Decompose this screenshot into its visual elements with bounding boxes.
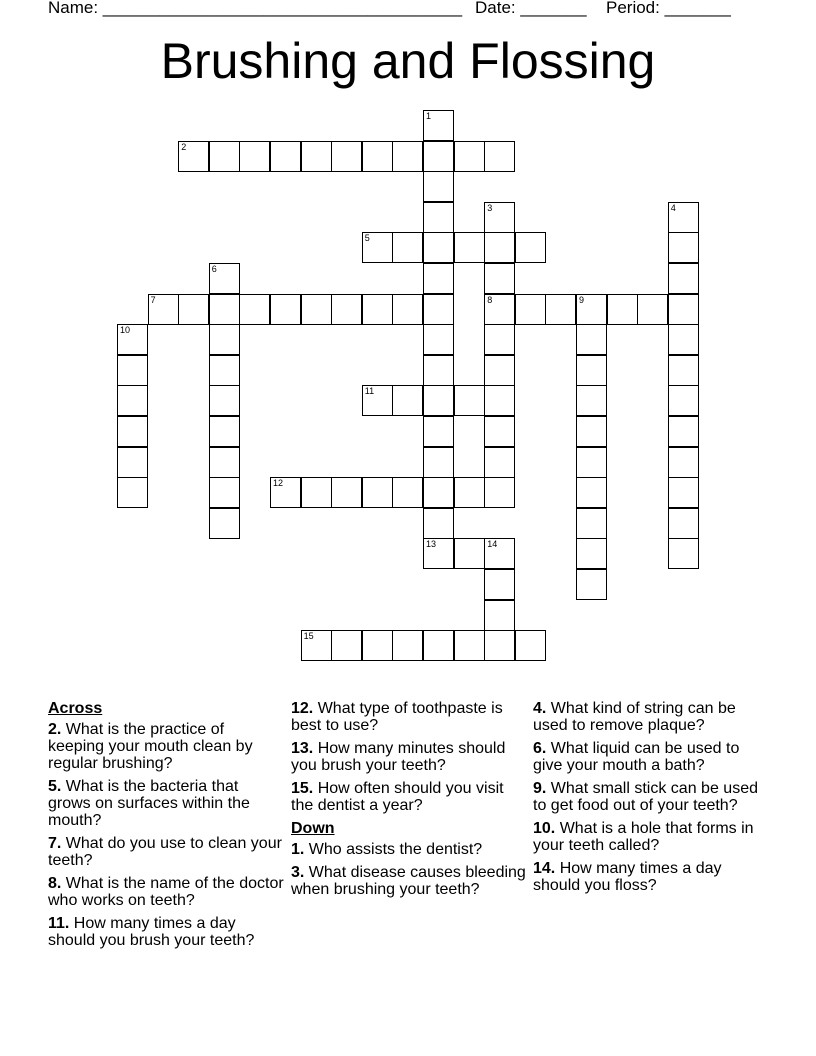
clue-number-label: 3 <box>487 202 493 213</box>
grid-cell[interactable] <box>301 630 332 661</box>
grid-cell[interactable] <box>178 141 209 172</box>
clue-number-label: 13 <box>426 539 437 550</box>
grid-cell[interactable] <box>454 538 485 569</box>
grid-cell[interactable] <box>209 294 240 325</box>
date-field-label: Date: _______ <box>475 0 587 17</box>
clue-number: 1. <box>291 841 305 858</box>
grid-cell[interactable] <box>515 232 546 263</box>
grid-cell[interactable] <box>576 508 607 539</box>
clues-column-2 <box>291 700 527 904</box>
grid-cell[interactable] <box>423 538 454 569</box>
clue-number-label: 7 <box>150 294 156 305</box>
grid-cell[interactable] <box>362 385 393 416</box>
grid-cell[interactable] <box>362 630 393 661</box>
grid-cell[interactable] <box>239 141 270 172</box>
across-clue-list-continued <box>291 700 527 814</box>
clue-number-label: 9 <box>579 294 585 305</box>
clues-column-3 <box>533 700 769 900</box>
grid-cell[interactable] <box>668 477 699 508</box>
grid-cell[interactable] <box>423 294 454 325</box>
grid-cell[interactable] <box>668 324 699 355</box>
grid-cell[interactable] <box>239 294 270 325</box>
grid-cell[interactable] <box>423 477 454 508</box>
grid-cell[interactable] <box>423 355 454 386</box>
clue-text: What is the name of the doctor who works on teeth? <box>48 875 284 909</box>
grid-cell[interactable] <box>668 447 699 478</box>
grid-cell[interactable] <box>301 294 332 325</box>
grid-cell[interactable] <box>668 508 699 539</box>
grid-cell[interactable] <box>392 630 423 661</box>
grid-cell[interactable] <box>484 202 515 233</box>
clue-item <box>48 721 284 772</box>
grid-cell[interactable] <box>484 141 515 172</box>
clue-text: What liquid can be used to give your mouth a bath? <box>533 740 740 774</box>
grid-cell[interactable] <box>209 416 240 447</box>
across-heading: Across <box>48 700 103 717</box>
grid-cell[interactable] <box>668 294 699 325</box>
grid-cell[interactable] <box>576 447 607 478</box>
grid-cell[interactable] <box>668 416 699 447</box>
grid-cell[interactable] <box>117 416 148 447</box>
grid-cell[interactable] <box>423 385 454 416</box>
grid-cell[interactable] <box>392 477 423 508</box>
grid-cell[interactable] <box>362 141 393 172</box>
clue-item <box>48 875 284 909</box>
clue-number-label: 4 <box>670 202 676 213</box>
grid-cell[interactable] <box>301 477 332 508</box>
grid-cell[interactable] <box>484 600 515 631</box>
grid-cell[interactable] <box>576 477 607 508</box>
grid-cell[interactable] <box>454 232 485 263</box>
grid-cell[interactable] <box>117 447 148 478</box>
grid-cell[interactable] <box>484 538 515 569</box>
clue-text: What type of toothpaste is best to use? <box>291 700 503 734</box>
grid-cell[interactable] <box>392 294 423 325</box>
grid-cell[interactable] <box>668 538 699 569</box>
clue-item <box>291 780 527 814</box>
grid-cell[interactable] <box>209 477 240 508</box>
grid-cell[interactable] <box>668 232 699 263</box>
grid-cell[interactable] <box>668 263 699 294</box>
clue-item <box>48 778 284 829</box>
clue-text: What is the practice of keeping your mouth clean by regular brushing? <box>48 721 253 772</box>
grid-cell[interactable] <box>484 447 515 478</box>
grid-cell[interactable] <box>423 447 454 478</box>
clue-text: How often should you visit the dentist a year? <box>291 780 504 814</box>
grid-cell[interactable] <box>423 141 454 172</box>
clue-number-label: 8 <box>487 294 493 305</box>
grid-cell[interactable] <box>331 477 362 508</box>
grid-cell[interactable] <box>637 294 668 325</box>
grid-cell[interactable] <box>484 385 515 416</box>
grid-cell[interactable] <box>668 385 699 416</box>
grid-cell[interactable] <box>484 263 515 294</box>
grid-cell[interactable] <box>362 477 393 508</box>
clue-item <box>48 835 284 869</box>
clue-item <box>291 864 527 898</box>
grid-cell[interactable] <box>576 324 607 355</box>
grid-cell[interactable] <box>392 141 423 172</box>
grid-cell[interactable] <box>576 538 607 569</box>
clue-number: 5. <box>48 778 62 795</box>
down-clue-list <box>291 841 527 898</box>
grid-cell[interactable] <box>117 355 148 386</box>
clue-item <box>533 780 769 814</box>
clue-number: 9. <box>533 780 547 797</box>
grid-cell[interactable] <box>209 355 240 386</box>
grid-cell[interactable] <box>392 385 423 416</box>
grid-cell[interactable] <box>270 294 301 325</box>
clue-number: 8. <box>48 875 62 892</box>
clue-text: What is a hole that forms in your teeth called? <box>533 820 754 854</box>
grid-cell[interactable] <box>117 477 148 508</box>
clue-number: 15. <box>291 780 314 797</box>
clue-number-label: 14 <box>487 539 498 550</box>
clue-number-label: 11 <box>364 386 375 397</box>
grid-cell[interactable] <box>423 202 454 233</box>
clue-item <box>533 860 769 894</box>
grid-cell[interactable] <box>484 355 515 386</box>
grid-cell[interactable] <box>454 385 485 416</box>
grid-cell[interactable] <box>454 141 485 172</box>
clue-text: What do you use to clean your teeth? <box>48 835 282 869</box>
clue-text: How many minutes should you brush your teeth? <box>291 740 506 774</box>
clues-column-1 <box>48 700 284 955</box>
grid-cell[interactable] <box>270 477 301 508</box>
grid-cell[interactable] <box>209 508 240 539</box>
grid-cell[interactable] <box>576 294 607 325</box>
clue-text: How many times a day should you brush your teeth? <box>48 915 255 949</box>
grid-cell[interactable] <box>515 630 546 661</box>
grid-cell[interactable] <box>484 569 515 600</box>
clue-number-label: 5 <box>364 233 370 244</box>
grid-cell[interactable] <box>484 324 515 355</box>
clue-number: 11. <box>48 915 70 932</box>
clue-item <box>48 915 284 949</box>
grid-cell[interactable] <box>423 324 454 355</box>
clue-item <box>291 700 527 734</box>
clue-text: Who assists the dentist? <box>304 841 483 858</box>
clue-item <box>533 700 769 734</box>
across-clue-list <box>48 721 284 949</box>
clue-number-label: 15 <box>303 631 314 642</box>
grid-cell[interactable] <box>484 232 515 263</box>
grid-cell[interactable] <box>484 416 515 447</box>
clue-number: 14. <box>533 860 556 877</box>
grid-cell[interactable] <box>423 508 454 539</box>
clue-text: What disease causes bleeding when brushing your teeth? <box>291 864 526 898</box>
clue-number-label: 10 <box>120 325 131 336</box>
grid-cell[interactable] <box>331 141 362 172</box>
grid-cell[interactable] <box>362 232 393 263</box>
grid-cell[interactable] <box>331 630 362 661</box>
down-clue-list-continued <box>533 700 769 894</box>
clue-text: What small stick can be used to get food out of your teeth? <box>533 780 758 814</box>
clue-number: 12. <box>291 700 314 717</box>
clue-number: 7. <box>48 835 62 852</box>
grid-cell[interactable] <box>545 294 576 325</box>
grid-cell[interactable] <box>668 202 699 233</box>
name-field-label: Name: ______________________________________ <box>48 0 463 17</box>
grid-cell[interactable] <box>423 232 454 263</box>
clue-item <box>533 740 769 774</box>
puzzle-title: Brushing and Flossing <box>160 33 656 89</box>
clue-item <box>291 841 527 858</box>
grid-cell[interactable] <box>484 630 515 661</box>
clue-number-label: 1 <box>426 111 432 121</box>
clue-item <box>533 820 769 854</box>
grid-cell[interactable] <box>484 294 515 325</box>
grid-cell[interactable] <box>454 630 485 661</box>
grid-cell[interactable] <box>209 141 240 172</box>
grid-cell[interactable] <box>178 294 209 325</box>
grid-cell[interactable] <box>607 294 638 325</box>
grid-cell[interactable] <box>148 294 179 325</box>
grid-cell[interactable] <box>454 477 485 508</box>
grid-cell[interactable] <box>423 171 454 202</box>
grid-cell[interactable] <box>576 569 607 600</box>
grid-cell[interactable] <box>668 355 699 386</box>
grid-cell[interactable] <box>484 477 515 508</box>
grid-cell[interactable] <box>209 447 240 478</box>
period-field-label: Period: _______ <box>606 0 731 17</box>
grid-cell[interactable] <box>392 232 423 263</box>
clue-item <box>291 740 527 774</box>
clue-number: 3. <box>291 864 305 881</box>
clue-number: 2. <box>48 721 62 738</box>
clue-number-label: 12 <box>273 478 284 489</box>
grid-cell[interactable] <box>423 630 454 661</box>
grid-cell[interactable] <box>576 385 607 416</box>
clue-number-label: 6 <box>211 264 217 274</box>
clue-text: What is the bacteria that grows on surfaces within the mouth? <box>48 778 250 829</box>
grid-cell[interactable] <box>423 416 454 447</box>
grid-cell[interactable] <box>362 294 393 325</box>
clue-number: 10. <box>533 820 556 837</box>
grid-cell[interactable] <box>117 385 148 416</box>
clue-text: What kind of string can be used to remove plaque? <box>533 700 736 734</box>
grid-cell[interactable] <box>423 263 454 294</box>
grid-cell[interactable] <box>301 141 332 172</box>
clue-number: 6. <box>533 740 547 757</box>
down-heading: Down <box>291 820 335 837</box>
grid-cell[interactable] <box>209 263 240 294</box>
grid-cell[interactable] <box>270 141 301 172</box>
clue-number: 13. <box>291 740 314 757</box>
grid-cell[interactable] <box>423 110 454 141</box>
grid-cell[interactable] <box>576 355 607 386</box>
grid-cell[interactable] <box>515 294 546 325</box>
grid-cell[interactable] <box>117 324 148 355</box>
clue-number: 4. <box>533 700 547 717</box>
grid-cell[interactable] <box>209 385 240 416</box>
clue-number-label: 2 <box>181 141 187 152</box>
grid-cell[interactable] <box>209 324 240 355</box>
grid-cell[interactable] <box>331 294 362 325</box>
clue-text: How many times a day should you floss? <box>533 860 722 894</box>
grid-cell[interactable] <box>576 416 607 447</box>
